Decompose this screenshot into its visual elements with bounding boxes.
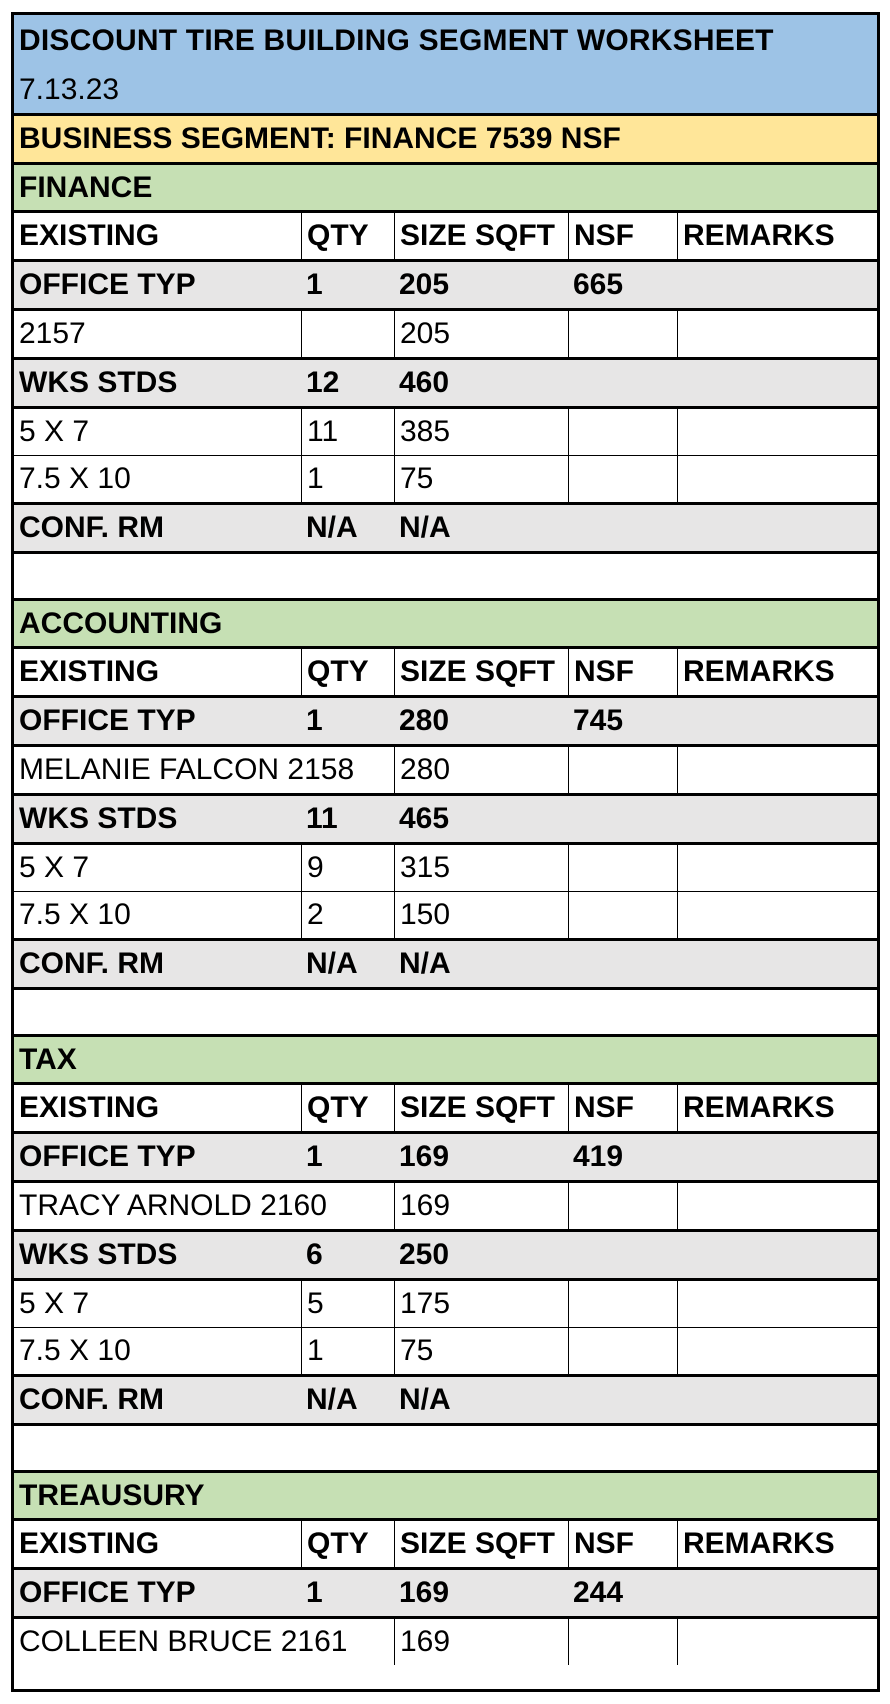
section-header-finance: FINANCE (14, 165, 877, 213)
wks-label: WKS STDS (19, 366, 178, 399)
office-detail-remarks (677, 1183, 877, 1229)
wks-row-size: 75 (394, 1328, 568, 1374)
office-label: OFFICE TYP (19, 704, 196, 737)
wks-row-size: 75 (394, 456, 568, 502)
wks-row-remarks (677, 409, 877, 455)
wks-row (14, 1328, 877, 1377)
wks-remarks (677, 1232, 877, 1278)
wks-row-nsf (568, 845, 677, 891)
office-detail-label: COLLEEN BRUCE 2161 (19, 1625, 348, 1658)
col-existing: EXISTING (19, 1527, 160, 1560)
column-header-row (14, 1085, 877, 1134)
conf-label: CONF. RM (19, 1383, 164, 1416)
office-detail-remarks (677, 311, 877, 357)
office-detail-nsf (568, 747, 677, 793)
wks-nsf (568, 796, 677, 842)
spacer-row (14, 554, 877, 601)
office-qty: 1 (306, 268, 323, 301)
office-qty: 1 (306, 704, 323, 737)
wks-nsf (568, 360, 677, 406)
office-size: 169 (399, 1576, 450, 1609)
wks-row-label: 5 X 7 (19, 851, 90, 884)
conf-qty: N/A (306, 511, 358, 544)
office-detail-size: 169 (394, 1619, 568, 1665)
wks-row-label: 5 X 7 (19, 1287, 90, 1320)
col-qty: QTY (301, 649, 394, 695)
section-header-treasury: TREAUSURY (14, 1473, 877, 1521)
wks-row-qty: 1 (301, 1328, 394, 1374)
office-detail-size: 280 (394, 747, 568, 793)
wks-row (14, 1281, 877, 1328)
wks-row-qty: 2 (301, 892, 394, 938)
col-size-sqft: SIZE SQFT (394, 649, 568, 695)
office-size: 169 (399, 1140, 450, 1173)
office-detail-remarks (677, 1619, 877, 1665)
wks-remarks (677, 360, 877, 406)
conf-label: CONF. RM (19, 947, 164, 980)
wks-row (14, 456, 877, 505)
col-qty: QTY (301, 213, 394, 259)
col-nsf: NSF (568, 213, 677, 259)
office-detail-nsf (568, 1183, 677, 1229)
wks-qty: 12 (306, 366, 340, 399)
col-remarks: REMARKS (677, 1085, 877, 1131)
wks-row-size: 315 (394, 845, 568, 891)
col-existing: EXISTING (19, 1091, 160, 1124)
wks-row-qty: 11 (301, 409, 394, 455)
conf-remarks (677, 941, 877, 987)
wks-row-size: 175 (394, 1281, 568, 1327)
conf-nsf (568, 505, 677, 551)
spacer-row (14, 990, 877, 1037)
wks-row-label: 5 X 7 (19, 415, 90, 448)
wks-row-nsf (568, 1328, 677, 1374)
office-detail-size: 169 (394, 1183, 568, 1229)
worksheet-title: DISCOUNT TIRE BUILDING SEGMENT WORKSHEET (14, 15, 877, 66)
wks-row-label: 7.5 X 10 (19, 898, 131, 931)
conf-label: CONF. RM (19, 511, 164, 544)
col-qty: QTY (301, 1521, 394, 1567)
wks-row-label: 7.5 X 10 (19, 462, 131, 495)
wks-row-nsf (568, 892, 677, 938)
wks-row (14, 409, 877, 456)
wks-row-remarks (677, 892, 877, 938)
col-size-sqft: SIZE SQFT (394, 1521, 568, 1567)
office-detail-qty (301, 1183, 394, 1229)
office-size: 280 (399, 704, 450, 737)
office-nsf: 665 (573, 268, 624, 301)
conf-qty: N/A (306, 947, 358, 980)
wks-stds-row (14, 360, 877, 409)
conf-size: N/A (399, 511, 451, 544)
wks-row-remarks (677, 1281, 877, 1327)
office-detail-row (14, 747, 877, 796)
col-qty: QTY (301, 1085, 394, 1131)
conf-rm-row (14, 1377, 877, 1426)
conf-remarks (677, 505, 877, 551)
office-remarks (677, 1570, 877, 1616)
wks-stds-row (14, 1232, 877, 1281)
wks-row-qty: 9 (301, 845, 394, 891)
office-nsf: 244 (573, 1576, 624, 1609)
office-typ-row (14, 262, 877, 311)
wks-size: 250 (399, 1238, 450, 1271)
office-nsf: 745 (573, 704, 624, 737)
wks-row-remarks (677, 1328, 877, 1374)
office-label: OFFICE TYP (19, 1576, 196, 1609)
office-qty: 1 (306, 1576, 323, 1609)
wks-remarks (677, 796, 877, 842)
col-remarks: REMARKS (677, 213, 877, 259)
conf-size: N/A (399, 947, 451, 980)
wks-row-remarks (677, 845, 877, 891)
office-detail-row (14, 1183, 877, 1232)
office-detail-qty (301, 1619, 394, 1665)
office-typ-row (14, 1570, 877, 1619)
office-detail-remarks (677, 747, 877, 793)
business-segment-row: BUSINESS SEGMENT: FINANCE 7539 NSF (14, 116, 877, 165)
office-remarks (677, 1134, 877, 1180)
col-existing: EXISTING (19, 655, 160, 688)
col-size-sqft: SIZE SQFT (394, 213, 568, 259)
office-label: OFFICE TYP (19, 1140, 196, 1173)
column-header-row (14, 649, 877, 698)
spacer-row (14, 1426, 877, 1473)
col-remarks: REMARKS (677, 1521, 877, 1567)
col-remarks: REMARKS (677, 649, 877, 695)
section-header-accounting: ACCOUNTING (14, 601, 877, 649)
wks-row-size: 150 (394, 892, 568, 938)
office-size: 205 (399, 268, 450, 301)
office-qty: 1 (306, 1140, 323, 1173)
col-nsf: NSF (568, 1085, 677, 1131)
office-detail-label: MELANIE FALCON 2158 (19, 753, 355, 786)
wks-row-qty: 5 (301, 1281, 394, 1327)
wks-row-remarks (677, 456, 877, 502)
col-nsf: NSF (568, 1521, 677, 1567)
office-detail-nsf (568, 1619, 677, 1665)
conf-qty: N/A (306, 1383, 358, 1416)
wks-row-nsf (568, 409, 677, 455)
wks-size: 460 (399, 366, 450, 399)
wks-row (14, 845, 877, 892)
wks-qty: 6 (306, 1238, 323, 1271)
conf-nsf (568, 1377, 677, 1423)
office-typ-row (14, 698, 877, 747)
wks-row-qty: 1 (301, 456, 394, 502)
office-detail-row (14, 1619, 877, 1665)
col-size-sqft: SIZE SQFT (394, 1085, 568, 1131)
wks-stds-row (14, 796, 877, 845)
office-detail-qty (301, 747, 394, 793)
wks-size: 465 (399, 802, 450, 835)
wks-row-size: 385 (394, 409, 568, 455)
worksheet-date: 7.13.23 (14, 66, 877, 116)
wks-nsf (568, 1232, 677, 1278)
conf-size: N/A (399, 1383, 451, 1416)
worksheet-table (11, 12, 880, 1692)
office-detail-row (14, 311, 877, 360)
wks-row (14, 892, 877, 941)
office-detail-label: TRACY ARNOLD 2160 (19, 1189, 327, 1222)
wks-label: WKS STDS (19, 1238, 178, 1271)
conf-rm-row (14, 505, 877, 554)
office-detail-nsf (568, 311, 677, 357)
office-typ-row (14, 1134, 877, 1183)
office-remarks (677, 698, 877, 744)
office-detail-qty (301, 311, 394, 357)
office-remarks (677, 262, 877, 308)
column-header-row (14, 213, 877, 262)
wks-row-label: 7.5 X 10 (19, 1334, 131, 1367)
office-label: OFFICE TYP (19, 268, 196, 301)
wks-label: WKS STDS (19, 802, 178, 835)
conf-nsf (568, 941, 677, 987)
wks-row-nsf (568, 456, 677, 502)
office-nsf: 419 (573, 1140, 624, 1173)
section-header-tax: TAX (14, 1037, 877, 1085)
office-detail-size: 205 (394, 311, 568, 357)
conf-remarks (677, 1377, 877, 1423)
col-nsf: NSF (568, 649, 677, 695)
wks-row-nsf (568, 1281, 677, 1327)
office-detail-label: 2157 (19, 317, 86, 350)
col-existing: EXISTING (19, 219, 160, 252)
conf-rm-row (14, 941, 877, 990)
wks-qty: 11 (306, 802, 338, 835)
column-header-row (14, 1521, 877, 1570)
